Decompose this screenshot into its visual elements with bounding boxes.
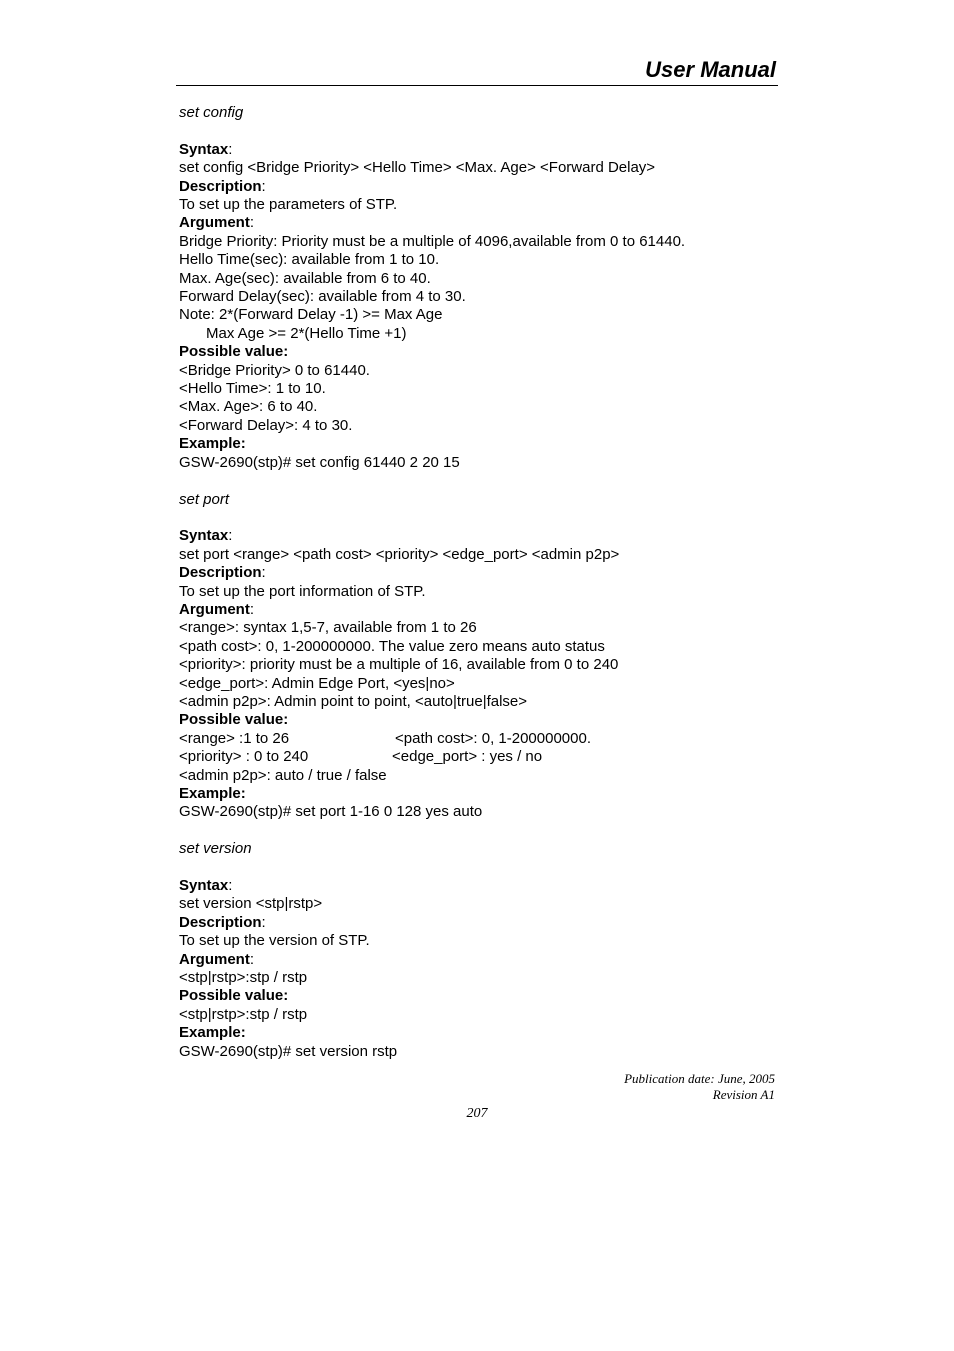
example-text: GSW-2690(stp)# set config 61440 2 20 15: [179, 453, 460, 471]
command-heading-port: set port: [179, 490, 230, 508]
syntax-text: set config <Bridge Priority> <Hello Time> <Max. Age> <Forward Delay>: [179, 159, 656, 177]
argument-line: <range>: syntax 1,5-7, available from 1 to 26: [179, 619, 477, 637]
possible-value-heading: Possible value:: [179, 987, 289, 1005]
syntax-heading: Syntax:: [179, 527, 233, 545]
argument-heading: Argument:: [179, 950, 255, 968]
footer-publication-info: [560, 1071, 775, 1103]
syntax-label: Syntax: [179, 876, 229, 894]
argument-line: <admin p2p>: Admin point to point, <auto|true|false>: [179, 692, 528, 710]
description-label: Description: [179, 564, 262, 582]
page-number: 207: [466, 1106, 488, 1121]
possible-value-line: <Bridge Priority> 0 to 61440.: [179, 361, 370, 379]
possible-value-left: <range> :1 to 26: [179, 729, 290, 747]
possible-value-line: <Hello Time>: 1 to 10.: [179, 380, 326, 398]
spacer: [179, 472, 779, 490]
spacer: [179, 509, 779, 527]
description-heading: Description:: [179, 564, 266, 582]
description-heading: Description:: [179, 177, 266, 195]
document-body: [179, 104, 779, 1061]
syntax-heading: Syntax:: [179, 140, 233, 158]
revision: Revision A1: [712, 1087, 775, 1102]
argument-line: <stp|rstp>:stp / rstp: [179, 969, 308, 987]
argument-line: Forward Delay(sec): available from 4 to 30.: [179, 288, 466, 306]
publication-date: Publication date: June, 2005: [624, 1071, 775, 1086]
argument-label: Argument: [179, 950, 250, 968]
possible-value-line: <stp|rstp>:stp / rstp: [179, 1005, 308, 1023]
syntax-label: Syntax: [179, 140, 229, 158]
possible-value-right: <edge_port> : yes / no: [392, 748, 543, 766]
possible-value-line: <admin p2p>: auto / true / false: [179, 766, 387, 784]
description-text: To set up the version of STP.: [179, 932, 370, 950]
argument-label: Argument: [179, 214, 250, 232]
header-rule: [176, 85, 778, 86]
argument-line: <path cost>: 0, 1-200000000. The value zero means auto status: [179, 637, 605, 655]
description-text: To set up the parameters of STP.: [179, 196, 398, 214]
argument-line: Bridge Priority: Priority must be a multiple of 4096,available from 0 to 61440.: [179, 232, 686, 250]
description-heading: Description:: [179, 913, 266, 931]
example-heading: Example:: [179, 435, 246, 453]
possible-value-left: <priority> : 0 to 240: [179, 748, 309, 766]
possible-value-row: [179, 748, 779, 766]
argument-note-line: Max Age >= 2*(Hello Time +1): [206, 324, 407, 342]
example-text: GSW-2690(stp)# set version rstp: [179, 1042, 398, 1060]
example-heading: Example:: [179, 1024, 246, 1042]
spacer: [179, 122, 779, 140]
description-text: To set up the port information of STP.: [179, 582, 426, 600]
possible-value-right: <path cost>: 0, 1-200000000.: [395, 729, 591, 747]
possible-value-heading: Possible value:: [179, 343, 289, 361]
argument-line: Note: 2*(Forward Delay -1) >= Max Age: [179, 306, 443, 324]
possible-value-line: <Forward Delay>: 4 to 30.: [179, 416, 353, 434]
description-label: Description: [179, 177, 262, 195]
command-heading-config: set config: [179, 104, 244, 121]
possible-value-line: <Max. Age>: 6 to 40.: [179, 398, 318, 416]
example-heading: Example:: [179, 784, 246, 802]
argument-line: Hello Time(sec): available from 1 to 10.: [179, 251, 440, 269]
syntax-label: Syntax: [179, 527, 229, 545]
possible-value-row: [179, 730, 779, 748]
argument-line: <priority>: priority must be a multiple of 16, available from 0 to 240: [179, 656, 619, 674]
syntax-text: set port <range> <path cost> <priority> <edge_port> <admin p2p>: [179, 545, 620, 563]
argument-line: Max. Age(sec): available from 6 to 40.: [179, 269, 431, 287]
header-title: User Manual: [645, 57, 776, 82]
spacer: [179, 822, 779, 840]
argument-line: <edge_port>: Admin Edge Port, <yes|no>: [179, 674, 455, 692]
argument-heading: Argument:: [179, 214, 255, 232]
command-heading-version: set version: [179, 840, 252, 858]
description-label: Description: [179, 913, 262, 931]
example-text: GSW-2690(stp)# set port 1-16 0 128 yes auto: [179, 803, 483, 821]
spacer: [179, 859, 779, 877]
possible-value-heading: Possible value:: [179, 711, 289, 729]
syntax-heading: Syntax:: [179, 876, 233, 894]
argument-label: Argument: [179, 600, 250, 618]
argument-heading: Argument:: [179, 600, 255, 618]
syntax-text: set version <stp|rstp>: [179, 895, 323, 913]
